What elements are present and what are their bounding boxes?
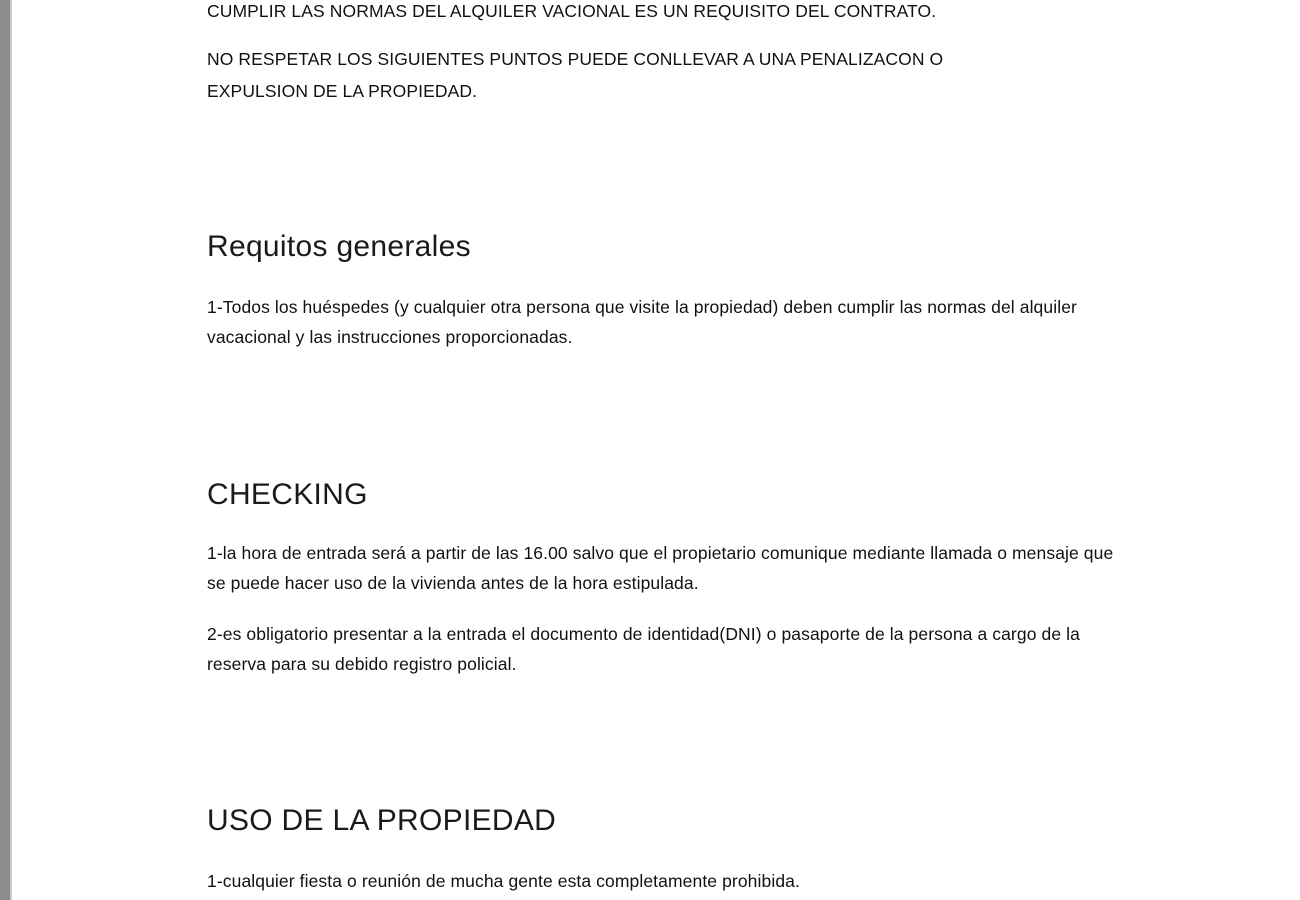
- window-left-border: [0, 0, 10, 900]
- general-requirements-item-1: 1-Todos los huéspedes (y cualquier otra persona que visite la propiedad) deben cumplir las normas del alquiler vacacional y las instrucciones proporcionadas.: [207, 297, 1077, 347]
- property-use-item-1: 1-cualquier fiesta o reunión de mucha gente esta completamente prohibida.: [207, 871, 800, 891]
- section-heading-checking: CHECKING: [207, 478, 368, 511]
- checking-item-1: 1-la hora de entrada será a partir de las 16.00 salvo que el propietario comunique mediante llamada o mensaje que se puede hacer uso de la vivienda antes de la hora estipulada.: [207, 543, 1114, 593]
- section-heading-property-use: USO DE LA PROPIEDAD: [207, 804, 557, 837]
- document-page: [12, 0, 1300, 900]
- intro-penalty-line: NO RESPETAR LOS SIGUIENTES PUNTOS PUEDE CONLLEVAR A UNA PENALIZACON O EXPULSION DE LA PROPIEDAD.: [207, 49, 944, 101]
- intro-requirement-line: CUMPLIR LAS NORMAS DEL ALQUILER VACIONAL ES UN REQUISITO DEL CONTRATO.: [207, 1, 937, 21]
- section-heading-general-requirements: Requitos generales: [207, 230, 471, 263]
- checking-item-2: 2-es obligatorio presentar a la entrada el documento de identidad(DNI) o pasaporte de la persona a cargo de la reserva para su debido registro policial.: [207, 624, 1080, 674]
